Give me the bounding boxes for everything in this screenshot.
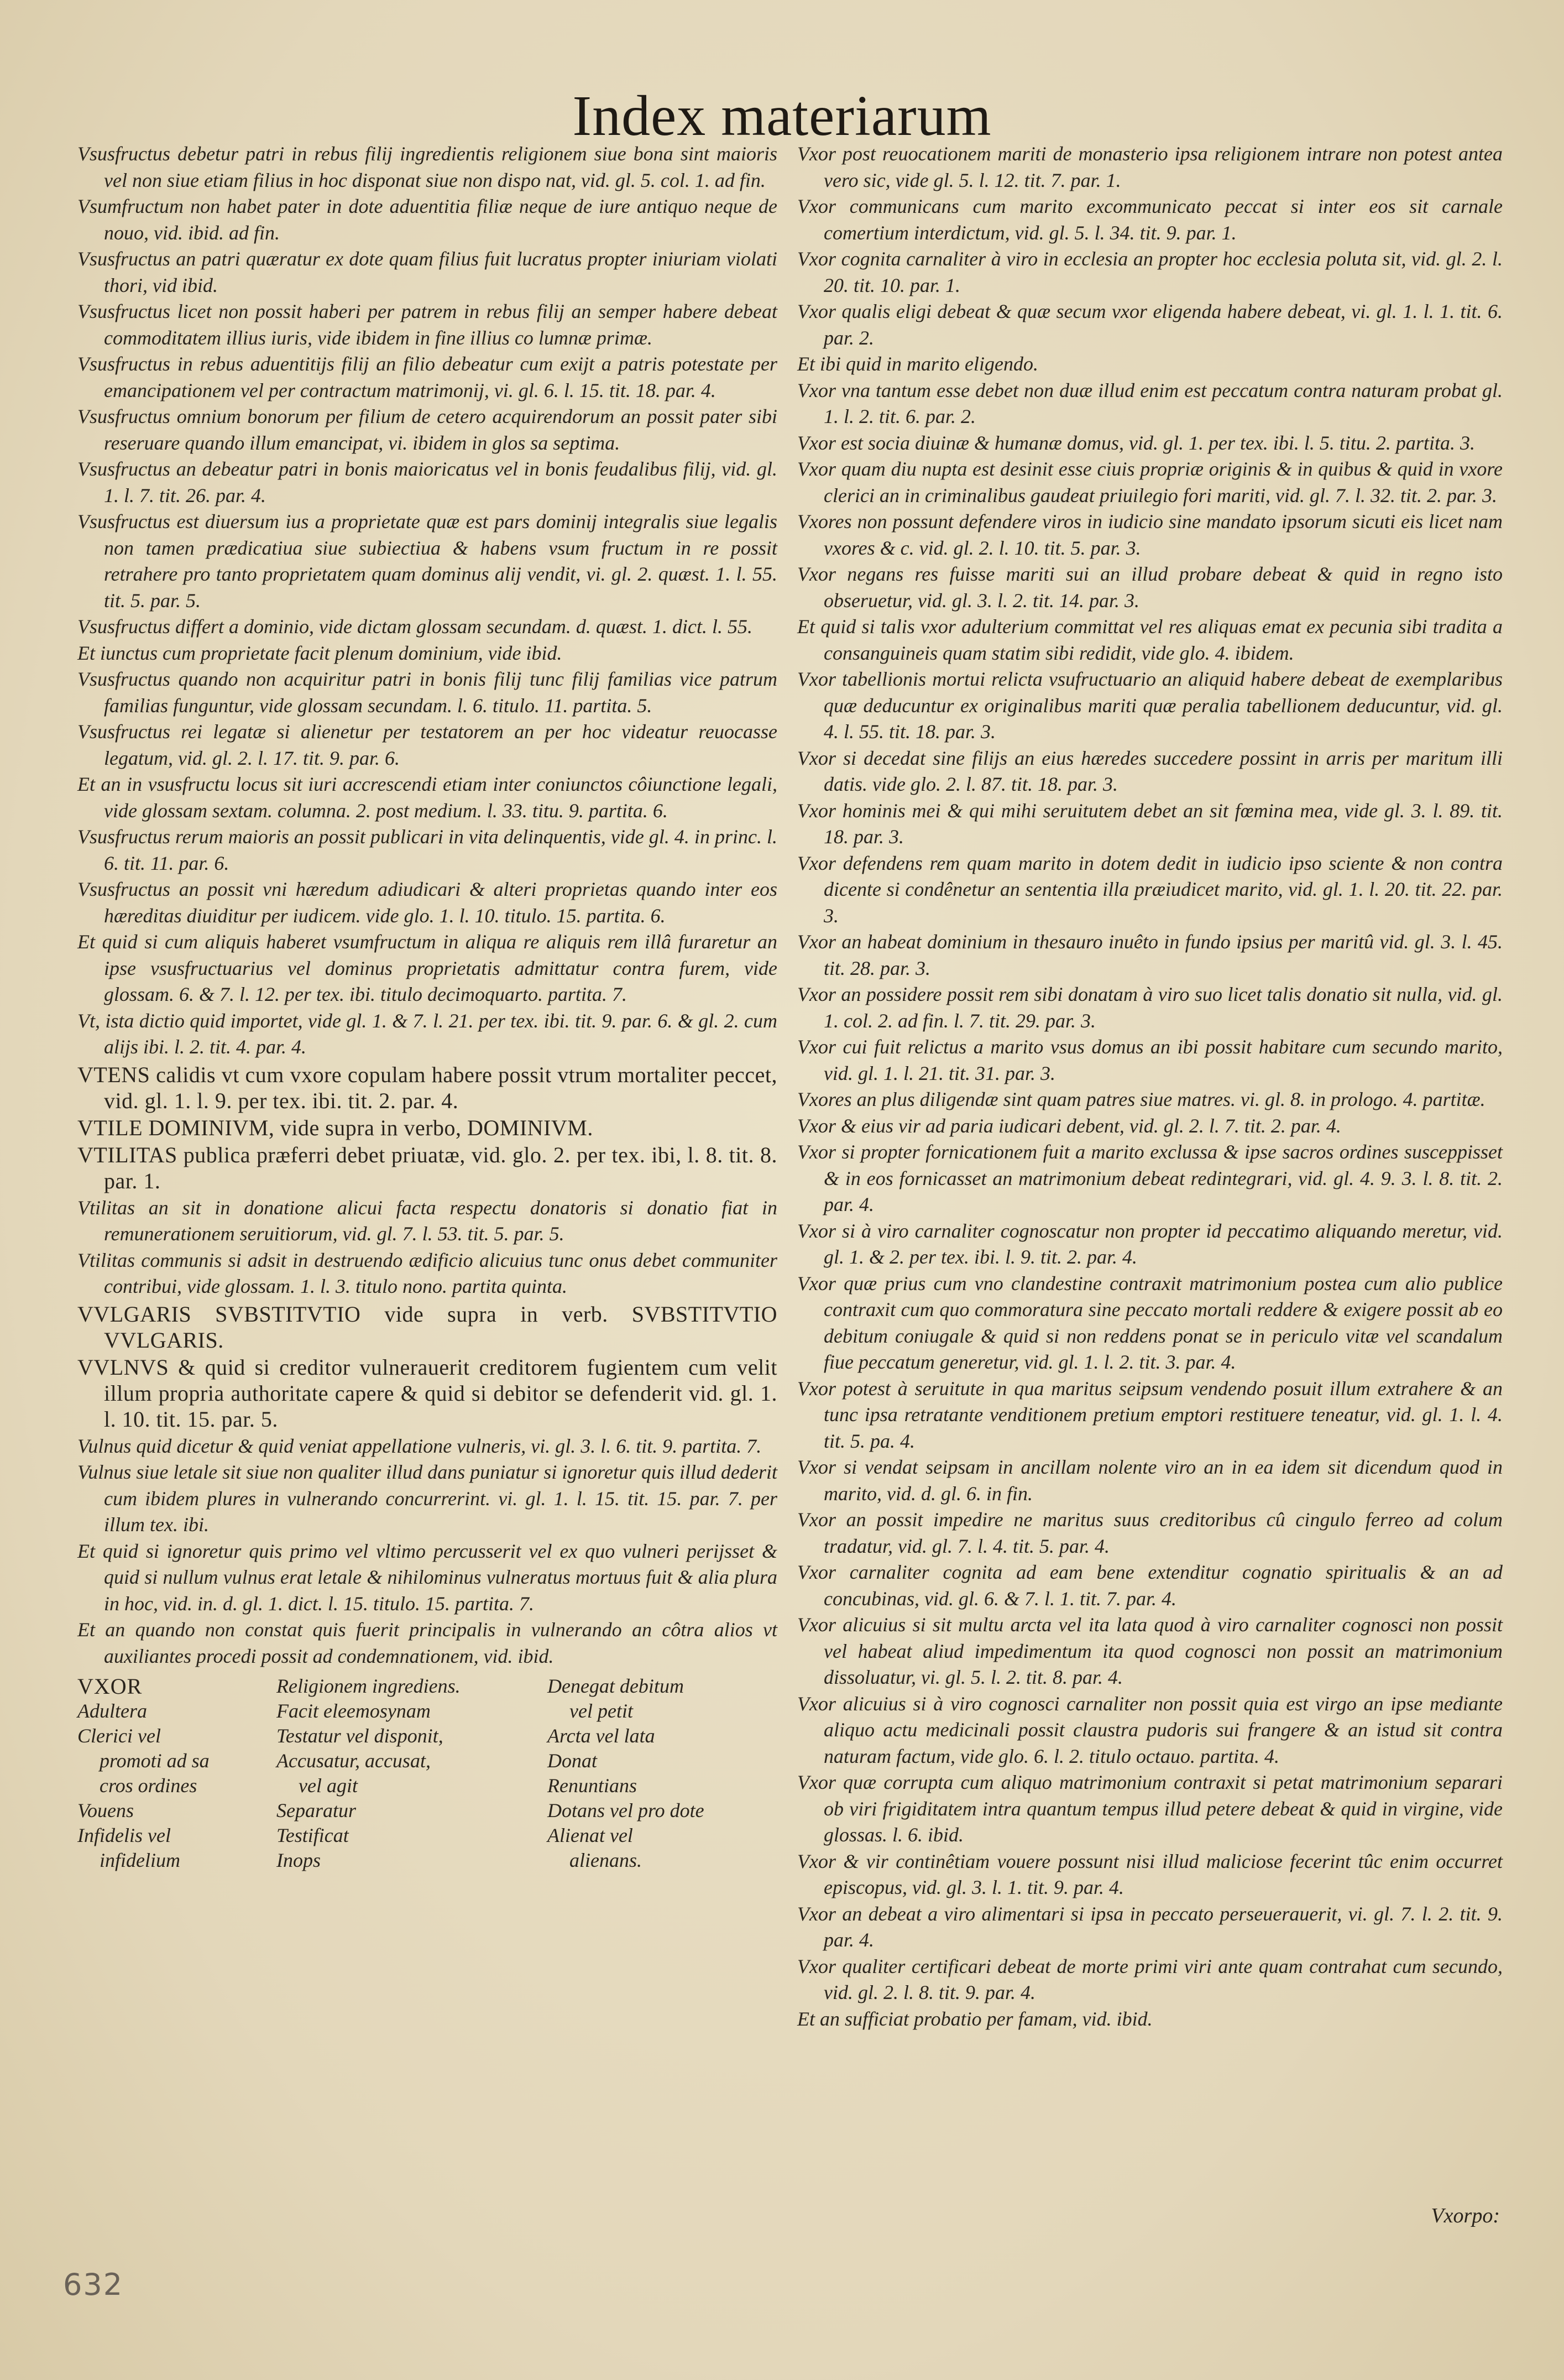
- vxor-grid-item: promoti ad sa: [100, 1750, 210, 1772]
- index-entry: VTILE DOMINIVM, vide supra in verbo, DOMINIVM.: [77, 1115, 593, 1140]
- index-entry: Vxor hominis mei & qui mihi seruitutem debet an sit fœmina mea, vide gl. 3. l. 89. tit. 18. par. 3.: [797, 799, 1503, 848]
- index-entry: Vxor quæ corrupta cum aliquo matrimonium contraxit si petat matrimonium separari ob viri frigiditatem intra quantum tempus illud petere debeat & quid in virgine, vide glossas. l. 6. ibid.: [797, 1771, 1503, 1846]
- vxor-grid-item: Clerici vel: [77, 1725, 161, 1747]
- index-entry: Vxor alicuius si à viro cognosci carnaliter non possit quia est virgo an ipse mediante aliquo actu medicinali possit claustra pudoris sui frangere & an istud sit contra naturam factum, vide glo. 6. l. 2. titulo octauo. partita. 4.: [797, 1692, 1503, 1767]
- vxor-grid-item: Testificat: [276, 1824, 349, 1846]
- index-entry: Vxor cognita carnaliter à viro in ecclesia an propter hoc ecclesia poluta sit, vid. gl. 2. l. 20. tit. 10. par. 1.: [797, 248, 1503, 296]
- index-entry: Vxor carnaliter cognita ad eam bene extenditur cognatio spiritualis & an ad concubinas, vid. gl. 6. & 7. l. 1. tit. 7. par. 4.: [797, 1561, 1503, 1610]
- vxor-grid-item: Arcta vel lata: [547, 1725, 655, 1747]
- vxor-grid-item: Vouens: [77, 1799, 134, 1821]
- index-entry: Vxor an debeat a viro alimentari si ipsa in peccato perseuerauerit, vi. gl. 7. l. 2. tit. 9. par. 4.: [797, 1902, 1503, 1951]
- index-entry: Vsusfructus an debeatur patri in bonis maioricatus vel in bonis feudalibus filij, vid. gl. 1. l. 7. tit. 26. par. 4.: [77, 458, 777, 507]
- vxor-grid-column-1: [77, 1674, 276, 1873]
- index-entry: Vt, ista dictio quid importet, vide gl. 1. & 7. l. 21. per tex. ibi. tit. 9. par. 6. & gl. 2. cum alijs ibi. l. 2. tit. 4. par. 4.: [77, 1009, 777, 1058]
- index-entry: Vsusfructus omnium bonorum per filium de cetero acquirendorum an possit pater sibi reseruare quando illum emancipat, vi. ibidem in glos sa septima.: [77, 405, 777, 454]
- index-entry: Vxor cui fuit relictus a marito vsus domus an ibi possit habitare cum secundo marito, vid. gl. 1. l. 21. tit. 31. par. 3.: [797, 1036, 1503, 1084]
- index-entry: Vxor communicans cum marito excommunicato peccat si inter eos sit carnale comertium interdictum, vid. gl. 5. l. 34. tit. 9. par. 1.: [797, 195, 1503, 244]
- index-entry: Vsusfructus licet non possit haberi per patrem in rebus filij an semper habere debeat commoditatem illius iuris, vide ibidem in fine illius co lumnæ primæ.: [77, 300, 777, 349]
- index-entry: Vsusfructus an patri quæratur ex dote quam filius fuit lucratus propter iniuriam violati thori, vid ibid.: [77, 248, 777, 296]
- index-entry: Vtilitas an sit in donatione alicui facta respectu donatoris si donatio fiat in remunerationem seruitiorum, vid. gl. 7. l. 53. tit. 5. par. 5.: [77, 1196, 777, 1245]
- index-entry: Vsusfructus quando non acquiritur patri in bonis filij tunc filij familias vice patrum familias funguntur, vide glossam secundam. l. 6. titulo. 11. partita. 5.: [77, 668, 777, 717]
- index-entry: Vulnus siue letale sit siue non qualiter illud dans puniatur si ignoretur quis illud dederit cum ibidem plures in vulnerando concurrerint. vi. gl. 1. l. 15. tit. 15. par. 7. per illum tex. ibi.: [77, 1461, 777, 1536]
- index-entry: Vxor alicuius si sit multu arcta vel ita lata quod à viro carnaliter cognosci non possit vel habeat aliud impedimentum ita quod cognosci non possit an matrimonium dissoluatur, vi. gl. 5. l. 2. tit. 8. par. 4.: [797, 1614, 1503, 1688]
- page-title: Index materiarum: [572, 84, 992, 148]
- index-entry: Et iunctus cum proprietate facit plenum dominium, vide ibid.: [77, 641, 562, 664]
- index-entry: Vsusfructus debetur patri in rebus filij ingredientis religionem siue bona sint maioris vel non siue etiam filius in hoc disponat siue non dispo nat, vid. gl. 5. col. 1. ad fin.: [77, 143, 777, 191]
- index-entry: VTILITAS publica præferri debet priuatæ, vid. glo. 2. per tex. ibi, l. 8. tit. 8. par. 1.: [77, 1142, 777, 1193]
- vxor-grid-item: Dotans vel pro dote: [547, 1799, 704, 1821]
- index-entry: Vxor & vir continêtiam vouere possunt nisi illud maliciose fecerint tûc enim occurret episcopus, vid. gl. 3. l. 1. tit. 9. par. 4.: [797, 1850, 1503, 1898]
- vxor-grid-item: Adultera: [77, 1700, 147, 1722]
- index-entry: Et an quando non constat quis fuerit principalis in vulnerando an côtra alios vt auxiliantes procedi possit ad condemnationem, vid. ibid.: [77, 1619, 777, 1667]
- index-entry: Vxor an possidere possit rem sibi donatam à viro suo licet talis donatio sit nulla, vid. gl. 1. col. 2. ad fin. l. 7. tit. 29. par. 3.: [797, 983, 1503, 1032]
- folio-number: 632: [63, 2267, 124, 2302]
- index-entry: Vxor si à viro carnaliter cognoscatur non propter id peccatimo aliquando meretur, vid. gl. 1. & 2. per tex. ibi. l. 9. tit. 2. par. 4.: [797, 1219, 1503, 1268]
- index-entry: Et quid si talis vxor adulterium committat vel res aliquas emat ex pecunia sibi tradita a consanguineis quam statim sibi redidit, vide glo. 4. ibidem.: [797, 615, 1503, 664]
- index-entry: Vxor quam diu nupta est desinit esse ciuis propriæ originis & in quibus & quid in vxore clerici an in criminalibus gaudeat priuilegio fori mariti, vid. gl. 7. l. 32. tit. 2. par. 3.: [797, 458, 1503, 507]
- index-entry: Vsusfructus in rebus aduentitijs filij an filio debeatur cum exijt a patris potestate per emancipationem vel per contractum matrimonij, vi. gl. 6. l. 15. tit. 18. par. 4.: [77, 353, 777, 401]
- right-entry-list: [797, 141, 1503, 2032]
- vxor-grid-item: vel petit: [569, 1700, 633, 1722]
- vxor-grid-column-2: [276, 1674, 520, 1873]
- index-entry: Et quid si cum aliquis haberet vsumfructum in aliqua re aliquis rem illâ furaretur an ipse vsusfructuarius vel dominus proprietatis admittatur contra furem, vide glossam. 6. & 7. l. 12. per tex. ibi. titulo decimoquarto. partita. 7.: [77, 931, 777, 1005]
- index-entry: Vsusfructus rerum maioris an possit publicari in vita delinquentis, vide gl. 4. in princ. l. 6. tit. 11. par. 6.: [77, 826, 777, 874]
- vxor-grid-item: alienans.: [569, 1849, 642, 1871]
- index-entry: Vsusfructus est diuersum ius a proprietate quæ est pars dominij integralis siue legalis non tamen prædicatiua siue subiectiua & habens vsum fructum in re possit retrahere pro tanto proprietatem quam dominus alij vendit, vi. gl. 2. quæst. 1. l. 55. tit. 5. par. 5.: [77, 510, 777, 612]
- index-entry: Vxor negans res fuisse mariti sui an illud probare debeat & quid in regno isto obseruetur, vid. gl. 3. l. 2. tit. 14. par. 3.: [797, 563, 1503, 612]
- vxor-grid-item: Inops: [276, 1849, 321, 1871]
- vxor-grid-item: cros ordines: [100, 1774, 197, 1797]
- vxor-cross-reference-grid: [77, 1674, 777, 1878]
- vxor-grid-item: Testatur vel disponit,: [276, 1725, 443, 1747]
- left-entry-list: [77, 141, 777, 1669]
- left-column: [77, 141, 777, 1878]
- index-entry: Vxor qualis eligi debeat & quæ secum vxor eligenda habere debeat, vi. gl. 1. l. 1. tit. 6. par. 2.: [797, 300, 1503, 349]
- vxor-grid-item: vel agit: [299, 1774, 358, 1797]
- vxor-grid-item: Donat: [547, 1750, 597, 1772]
- catchword: Vxorpo:: [1431, 2204, 1500, 2227]
- vxor-grid-item: Facit eleemosynam: [276, 1700, 431, 1722]
- vxor-grid-item: Alienat vel: [547, 1824, 633, 1846]
- index-entry: Et quid si ignoretur quis primo vel vltimo percusserit vel ex quo vulneri perijsset & quid si nullum vulnus erat letale & nihilominus vulneratus mortuus fuit & alia plura in hoc, vid. in. d. gl. 1. dict. l. 15. titulo. 15. partita. 7.: [77, 1539, 777, 1615]
- index-entry: Vtilitas communis si adsit in destruendo ædificio alicuius tunc onus debet communiter contribui, vide glossam. 1. l. 3. titulo nono. partita quinta.: [77, 1249, 777, 1297]
- vxor-grid-item: Renuntians: [547, 1774, 637, 1797]
- index-entry: Vxor defendens rem quam marito in dotem dedit in iudicio ipso sciente & non contra dicente si condênetur an sententia illa præiudicet marito, vid. gl. 1. l. 20. tit. 22. par. 3.: [797, 852, 1503, 927]
- index-entry: Et an in vsusfructu locus sit iuri accrescendi etiam inter coniunctos côiunctione legali, vide glossam sextam. columna. 2. post medium. l. 33. titu. 9. partita. 6.: [77, 773, 777, 822]
- index-entry: VTENS calidis vt cum vxore copulam habere possit vtrum mortaliter peccet, vid. gl. 1. l. 9. per tex. ibi. tit. 2. par. 4.: [77, 1062, 777, 1113]
- index-entry: Vsusfructus differt a dominio, vide dictam glossam secundam. d. quæst. 1. dict. l. 55.: [77, 615, 752, 638]
- index-entry: Vulnus quid dicetur & quid veniat appellatione vulneris, vi. gl. 3. l. 6. tit. 9. partita. 7.: [77, 1434, 762, 1457]
- index-entry: Vxores non possunt defendere viros in iudicio sine mandato ipsorum sicuti eis licet nam vxores & c. vid. gl. 2. l. 10. tit. 5. par. 3.: [797, 510, 1503, 559]
- index-entry: Vxor si vendat seipsam in ancillam nolente viro an in ea idem sit dicendum quod in marito, vid. d. gl. 6. in fin.: [797, 1456, 1503, 1505]
- index-entry: Vsumfructum non habet pater in dote aduentitia filiæ neque de iure antiquo neque de nouo, vid. ibid. ad fin.: [77, 195, 777, 244]
- vxor-grid-item: Infidelis vel: [77, 1824, 171, 1846]
- vxor-grid-item: Denegat debitum: [547, 1675, 684, 1697]
- index-entry: Vxor an possit impedire ne maritus suus creditoribus cû cingulo ferreo ad colum tradatur, vid. gl. 7. l. 4. tit. 5. par. 4.: [797, 1509, 1503, 1557]
- index-entry: Vxor potest à seruitute in qua maritus seipsum vendendo posuit illum extrahere & an tunc ipsa retratante venditionem pretium emptori restituere teneatur, vid. gl. 1. l. 4. tit. 5. pa. 4.: [797, 1377, 1503, 1452]
- index-entry: Vxor & eius vir ad paria iudicari debent, vid. gl. 2. l. 7. tit. 2. par. 4.: [797, 1114, 1341, 1137]
- index-entry: VVLGARIS SVBSTITVTIO vide supra in verb. SVBSTITVTIO VVLGARIS.: [77, 1301, 777, 1353]
- right-column: [797, 141, 1503, 2032]
- vxor-grid-item: VXOR: [77, 1674, 143, 1699]
- index-entry: Vxor tabellionis mortui relicta vsufructuario an aliquid habere debeat de exemplaribus quæ deducuntur ex originalibus mariti quæ peralia tabellionem deducuntur, vid. gl. 4. l. 55. tit. 18. par. 3.: [797, 668, 1503, 743]
- vxor-grid-item: Religionem ingrediens.: [276, 1675, 461, 1697]
- index-entry: Et ibi quid in marito eligendo.: [797, 353, 1038, 375]
- index-entry: Vxor vna tantum esse debet non duæ illud enim est peccatum contra naturam probat gl. 1. l. 2. tit. 6. par. 2.: [797, 379, 1503, 427]
- vxor-grid-item: Accusatur, accusat,: [276, 1750, 431, 1772]
- index-entry: Vxores an plus diligendæ sint quam patres siue matres. vi. gl. 8. in prologo. 4. partitæ.: [797, 1088, 1485, 1110]
- index-entry: Vsusfructus an possit vni hæredum adiudicari & alteri proprietas quando inter eos hæreditas diuiditur per iudicem. vide glo. 1. l. 10. titulo. 15. partita. 6.: [77, 878, 777, 927]
- index-entry: Vsusfructus rei legatæ si alienetur per testatorem an per hoc videatur reuocasse legatum, vid. gl. 2. l. 17. tit. 9. par. 6.: [77, 721, 777, 769]
- index-entry: Vxor si propter fornicationem fuit a marito exclussa & ipse sacros ordines susceppisset & in eos fornicasset an matrimonium debeat redintegrari, vid. gl. 4. 9. 3. l. 8. tit. 2. par. 4.: [797, 1141, 1503, 1215]
- vxor-grid-item: Separatur: [276, 1799, 356, 1821]
- vxor-grid-item: infidelium: [100, 1849, 180, 1871]
- index-entry: VVLNVS & quid si creditor vulnerauerit creditorem fugientem cum velit illum propria authoritate capere & quid si debitor se defenderit vid. gl. 1. l. 10. tit. 15. par. 5.: [77, 1354, 777, 1432]
- index-entry: Vxor post reuocationem mariti de monasterio ipsa religionem intrare non potest antea vero sic, vide gl. 5. l. 12. tit. 7. par. 1.: [797, 143, 1503, 191]
- vxor-grid-column-3: [547, 1674, 780, 1873]
- index-entry: Vxor quæ prius cum vno clandestine contraxit matrimonium postea cum alio publice contraxit cum quo commoratura sine peccato mortali reddere & exigere possit ab eo debitum coniugale & quid si non reddens ponat se in periculo vitæ vel scandalum fiue peccatum generetur, vid. gl. 1. l. 2. tit. 3. par. 4.: [797, 1272, 1503, 1373]
- index-entry: Vxor si decedat sine filijs an eius hæredes succedere possint in arris per maritum illi datis. vide glo. 2. l. 87. tit. 18. par. 3.: [797, 747, 1503, 795]
- index-entry: Vxor an habeat dominium in thesauro inuêto in fundo ipsius per maritû vid. gl. 3. l. 45. tit. 28. par. 3.: [797, 931, 1503, 979]
- index-entry: Et an sufficiat probatio per famam, vid. ibid.: [797, 2007, 1153, 2030]
- index-entry: Vxor est socia diuinæ & humanæ domus, vid. gl. 1. per tex. ibi. l. 5. titu. 2. partita. 3.: [797, 431, 1475, 454]
- index-entry: Vxor qualiter certificari debeat de morte primi viri ante quam contrahat cum secundo, vid. gl. 2. l. 8. tit. 9. par. 4.: [797, 1955, 1503, 2003]
